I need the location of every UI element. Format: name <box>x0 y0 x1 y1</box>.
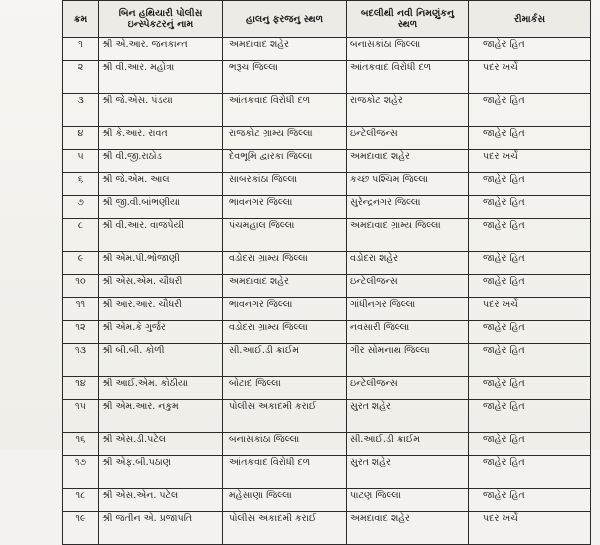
cell-remarks: જાહેર હિત <box>469 321 591 344</box>
cell-name: શ્રી વી.જી.રાઠોડ <box>99 150 223 173</box>
cell-remarks: જાહેર હિત <box>469 219 591 252</box>
cell-current-posting: ભાવનગર જિલ્લા <box>223 196 347 219</box>
cell-remarks: જાહેર હિત <box>469 196 591 219</box>
table-row <box>63 321 591 344</box>
cell-remarks: પદર ખર્ચે <box>469 150 591 173</box>
cell-name: શ્રી એમ.કે ગુર્જર <box>99 321 223 344</box>
cell-name: શ્રી આઈ.એમ. કોઠીયા <box>99 377 223 400</box>
cell-name: શ્રી એસ.એમ. ચૌધરી <box>99 275 223 298</box>
table-row <box>63 400 591 433</box>
table-row <box>63 252 591 275</box>
cell-name: શ્રી જે.એમ. આલ <box>99 173 223 196</box>
cell-new-posting: બનાસકાંઠા જિલ્લા <box>347 38 469 61</box>
cell-current-posting: પંચમહાલ જિલ્લા <box>223 219 347 252</box>
cell-remarks: જાહેર હિત <box>469 377 591 400</box>
cell-remarks: જાહેર હિત <box>469 252 591 275</box>
cell-remarks: જાહેર હિત <box>469 433 591 456</box>
table-row <box>63 377 591 400</box>
cell-serial-no: ૧ <box>63 38 99 61</box>
cell-current-posting: સાબરકાંઠા જિલ્લા <box>223 173 347 196</box>
cell-name: શ્રી વી.આર. વાજપેયી <box>99 219 223 252</box>
cell-name: શ્રી આર.આર. ચૌધરી <box>99 298 223 321</box>
cell-current-posting: સી.આઈ.ડી ક્રાઈમ <box>223 344 347 377</box>
cell-current-posting: ભરૂચ જિલ્લા <box>223 61 347 94</box>
table-row <box>63 456 591 489</box>
cell-current-posting: રાજકોટ ગ્રામ્ય જિલ્લા <box>223 127 347 150</box>
cell-serial-no: ૧૪ <box>63 377 99 400</box>
cell-current-posting: અમદાવાદ શહેર <box>223 275 347 298</box>
table-header-row <box>63 1 591 38</box>
cell-current-posting: પોલીસ અકાદમી કરાઈ <box>223 512 347 545</box>
cell-serial-no: ૪ <box>63 127 99 150</box>
table-row <box>63 298 591 321</box>
header-remarks: રીમાર્કસ <box>469 1 591 38</box>
table-row <box>63 127 591 150</box>
cell-new-posting: સુરત શહેર <box>347 456 469 489</box>
cell-new-posting: અમદાવાદ ગ્રામ્ય જિલ્લા <box>347 219 469 252</box>
cell-current-posting: દેવભૂમિ દ્વારકા જિલ્લા <box>223 150 347 173</box>
cell-new-posting: કચ્છ પશ્ચિમ જિલ્લા <box>347 173 469 196</box>
cell-serial-no: ૧૧ <box>63 298 99 321</box>
cell-name: શ્રી કે.આર. રાવત <box>99 127 223 150</box>
cell-remarks: જાહેર હિત <box>469 400 591 433</box>
cell-serial-no: ૨ <box>63 61 99 94</box>
header-new-posting: બદલીથી નવી નિમણુંકનુ સ્થળ <box>347 1 469 38</box>
cell-serial-no: ૧૮ <box>63 489 99 512</box>
cell-new-posting: વડોદરા શહેર <box>347 252 469 275</box>
cell-serial-no: ૯ <box>63 252 99 275</box>
cell-new-posting: ઇન્ટેલીજન્સ <box>347 127 469 150</box>
cell-new-posting: ગીર સોમનાથ જિલ્લા <box>347 344 469 377</box>
cell-new-posting: નવસારી જિલ્લા <box>347 321 469 344</box>
cell-new-posting: સુરત શહેર <box>347 400 469 433</box>
cell-remarks: જાહેર હિત <box>469 344 591 377</box>
cell-current-posting: આંતકવાદ વિરોધી દળ <box>223 94 347 127</box>
cell-serial-no: ૧૯ <box>63 512 99 545</box>
table-row <box>63 219 591 252</box>
cell-current-posting: ભાવનગર જિલ્લા <box>223 298 347 321</box>
cell-name: શ્રી જતીન એ. પ્રજાપતિ <box>99 512 223 545</box>
cell-name: શ્રી એ.આર. જનકાન્ત <box>99 38 223 61</box>
cell-remarks: જાહેર હિત <box>469 456 591 489</box>
table-row <box>63 173 591 196</box>
cell-current-posting: આંતકવાદ વિરોધી દળ <box>223 456 347 489</box>
cell-new-posting: સી.આઈ.ડી ક્રાઈમ <box>347 433 469 456</box>
cell-serial-no: ૧૦ <box>63 275 99 298</box>
cell-name: શ્રી જી.વી.બાંભણીયા <box>99 196 223 219</box>
cell-name: શ્રી એસ.ડી.પટેલ <box>99 433 223 456</box>
cell-name: શ્રી એમ.પી.ભોજાણી <box>99 252 223 275</box>
cell-remarks: જાહેર હિત <box>469 489 591 512</box>
cell-name: શ્રી વી.આર. મહોત્રા <box>99 61 223 94</box>
cell-serial-no: ૧૬ <box>63 433 99 456</box>
header-serial-no: ક્રમ <box>63 1 99 38</box>
cell-serial-no: ૮ <box>63 219 99 252</box>
cell-new-posting: સુરેન્દ્રનગર જિલ્લા <box>347 196 469 219</box>
cell-serial-no: ૩ <box>63 94 99 127</box>
table-row <box>63 38 591 61</box>
table-row <box>63 433 591 456</box>
cell-current-posting: બોટાદ જિલ્લા <box>223 377 347 400</box>
table-row <box>63 489 591 512</box>
table-row <box>63 61 591 94</box>
cell-new-posting: ઇન્ટેલીજન્સ <box>347 275 469 298</box>
cell-remarks: પદર ખર્ચે <box>469 298 591 321</box>
cell-current-posting: બનાસકાંઠા જિલ્લા <box>223 433 347 456</box>
table-row <box>63 344 591 377</box>
cell-remarks: પદર ખર્ચે <box>469 61 591 94</box>
cell-new-posting: અમદાવાદ શહેર <box>347 512 469 545</box>
cell-name: શ્રી એસ.એન. પટેલ <box>99 489 223 512</box>
cell-serial-no: ૧૩ <box>63 344 99 377</box>
transfer-table <box>62 0 591 545</box>
cell-remarks: જાહેર હિત <box>469 275 591 298</box>
cell-name: શ્રી બી.બી. કોળી <box>99 344 223 377</box>
cell-serial-no: ૧૨ <box>63 321 99 344</box>
header-inspector-name: બિન હથિયારી પોલીસ ઇન્સ્પેકટરનું નામ <box>99 1 223 38</box>
table-row <box>63 512 591 545</box>
header-current-posting: હાલનુ ફરજનુ સ્થળ <box>223 1 347 38</box>
cell-current-posting: વડોદરા ગ્રામ્ય જિલ્લા <box>223 252 347 275</box>
table-row <box>63 94 591 127</box>
table-row <box>63 150 591 173</box>
cell-name: શ્રી જે.એસ. પંડયા <box>99 94 223 127</box>
cell-remarks: જાહેર હિત <box>469 38 591 61</box>
cell-new-posting: રાજકોટ શહેર <box>347 94 469 127</box>
cell-serial-no: ૫ <box>63 150 99 173</box>
cell-serial-no: ૭ <box>63 196 99 219</box>
cell-name: શ્રી એફ.બી.પઠાણ <box>99 456 223 489</box>
cell-remarks: પદર ખર્ચે <box>469 512 591 545</box>
cell-name: શ્રી એમ.આર. નકુમ <box>99 400 223 433</box>
table-row <box>63 275 591 298</box>
cell-serial-no: ૬ <box>63 173 99 196</box>
table-row <box>63 196 591 219</box>
cell-new-posting: ગાંધીનગર જિલ્લા <box>347 298 469 321</box>
cell-current-posting: પોલીસ અકાદમી કરાઈ <box>223 400 347 433</box>
cell-current-posting: વડોદરા ગ્રામ્ય જિલ્લા <box>223 321 347 344</box>
cell-new-posting: અમદાવાદ શહેર <box>347 150 469 173</box>
cell-current-posting: અમદાવાદ શહેર <box>223 38 347 61</box>
cell-new-posting: ઇન્ટેલીજન્સ <box>347 377 469 400</box>
cell-new-posting: પાટણ જિલ્લા <box>347 489 469 512</box>
cell-current-posting: મહેસાણા જિલ્લા <box>223 489 347 512</box>
cell-remarks: જાહેર હિત <box>469 173 591 196</box>
cell-new-posting: આંતકવાદ વિરોધી દળ <box>347 61 469 94</box>
cell-remarks: જાહેર હિત <box>469 127 591 150</box>
cell-serial-no: ૧૫ <box>63 400 99 433</box>
cell-serial-no: ૧૭ <box>63 456 99 489</box>
cell-remarks: જાહેર હિત <box>469 94 591 127</box>
